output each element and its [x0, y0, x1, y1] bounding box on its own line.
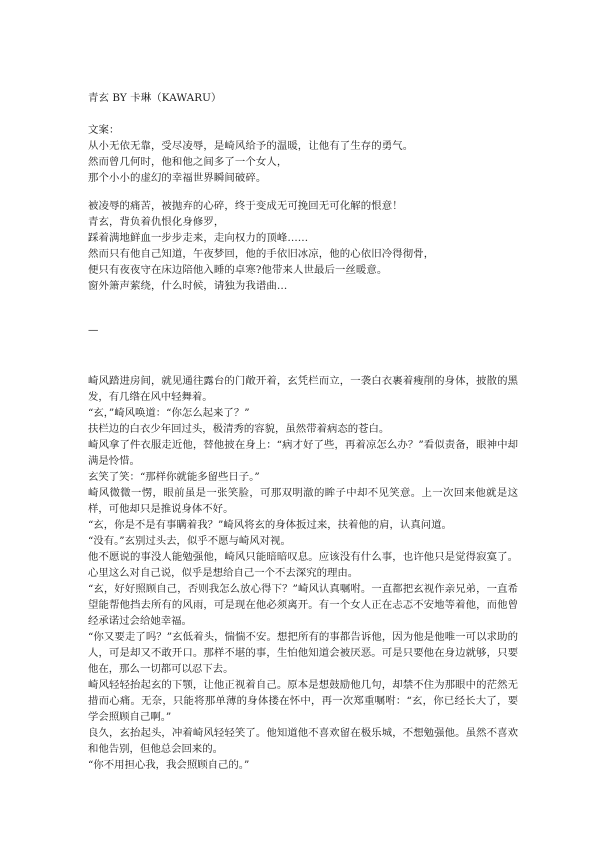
document-title: 青玄 BY 卡琳（KAWARU）	[88, 92, 222, 104]
blurb-line: 窗外箫声萦绕，什么时候，请独为我谱曲…	[88, 280, 288, 292]
blurb-line: 文案：	[88, 124, 120, 136]
blurb-main	[88, 198, 434, 294]
story-paragraph: 崎风拿了件衣服走近他，替他披在身上：“病才好了些，再着凉怎么办？”看似责备，眼神中却满是怜惜。	[88, 439, 518, 467]
story-paragraph: “你又要走了吗？”玄低着头，惴惴不安。想把所有的事都告诉他，因为他是他唯一可以求助的人，可是却又不敢开口。那样不堪的事，生怕他知道会被厌恶。可是只要他在身边就够，只要他在，那么一切都可以忍下去。	[88, 631, 518, 675]
story-paragraph: 崎风轻轻抬起玄的下颚，让他正视着自己。原本是想鼓励他几句，却禁不住为那眼中的茫然无措而心痛。无奈，只能将那单薄的身体搂在怀中，再一次郑重嘱咐：“玄，你已经长大了，要学会照顾自己啊。”	[88, 679, 518, 723]
story-paragraph: “你不用担心我，我会照顾自己的。”	[88, 759, 250, 771]
blurb-line: 从小无依无靠，受尽凌辱，是崎风给予的温暖，让他有了生存的勇气。	[88, 140, 414, 152]
story-paragraph: 扶栏边的白衣少年回过头，极清秀的容貌，虽然带着病态的苍白。	[88, 423, 390, 435]
blurb-line: 然而曾几何时，他和他之间多了一个女人，	[88, 156, 288, 168]
section-separator: —	[88, 324, 99, 336]
story-paragraph: 崎风微微一愣，眼前虽是一张笑脸，可那双明澈的眸子中却不见笑意。上一次回来他就是这样，可他却只是推说身体不好。	[88, 487, 518, 515]
story-paragraph: “没有。”玄别过头去，似乎不愿与崎风对视。	[88, 535, 291, 547]
story-paragraph: 良久，玄抬起头，冲着崎风轻轻笑了。他知道他不喜欢留在极乐城，不想勉强他。虽然不喜欢和他告别，但他总会回来的。	[88, 727, 518, 755]
story-body	[88, 373, 518, 773]
blurb-line: 然而只有他自己知道，午夜梦回，他的手依旧冰凉，他的心依旧冷得彻骨，	[88, 248, 435, 260]
story-paragraph: 玄笑了笑：“那样你就能多留些日子。”	[88, 471, 260, 483]
blurb-line: 踩着满地鲜血一步步走来，走向权力的顶峰……	[88, 232, 309, 244]
story-paragraph: “玄，你是不是有事瞒着我？”崎风将玄的身体扳过来，扶着他的肩，认真问道。	[88, 519, 452, 531]
story-paragraph: 他不愿说的事没人能勉强他，崎风只能暗暗叹息。应该没有什么事，也许他只是觉得寂寞了。心里这么对自己说，似乎是想给自己一个不去深究的理由。	[88, 551, 518, 579]
story-paragraph: “玄，”崎风唤道：“你怎么起来了？”	[88, 407, 250, 419]
story-paragraph: 崎风踏进房间，就见通往露台的门敞开着，玄凭栏而立，一袭白衣裹着瘦削的身体，披散的黑发，有几绺在风中轻舞着。	[88, 375, 518, 403]
blurb-line: 便只有夜夜守在床边陪他入睡的卓寒?他带来人世最后一丝暖意。	[88, 264, 388, 276]
blurb-intro	[88, 122, 413, 186]
blurb-line: 被凌辱的痛苦，被抛弃的心碎，终于变成无可挽回无可化解的恨意！	[88, 200, 403, 212]
story-paragraph: “玄，好好照顾自己，否则我怎么放心得下？”崎风认真嘱咐。一直都把玄视作亲兄弟，一直希望能帮他挡去所有的风雨，可是现在他必须离开。有一个女人正在忐忑不安地等着他，而他曾经承诺过会给她幸福。	[88, 583, 518, 627]
blurb-line: 那个小小的虚幻的幸福世界瞬间破碎。	[88, 172, 267, 184]
blurb-line: 青玄，背负着仇恨化身修罗，	[88, 216, 225, 228]
